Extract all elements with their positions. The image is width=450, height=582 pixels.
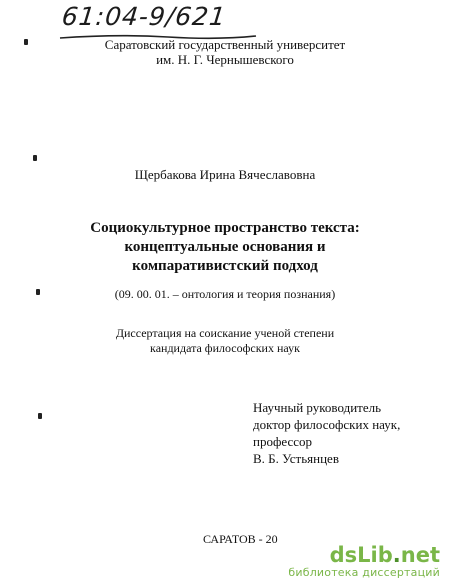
degree-statement [0,326,450,356]
university-name: Саратовский государственный университет [104,37,346,52]
city-year: САРАТОВ - 20 [203,532,278,546]
watermark-subtitle: библиотека диссертаций [288,566,440,579]
dslib-watermark [288,544,440,579]
specialty-code: (09. 00. 01. – онтология и теория познания) [114,287,336,301]
scan-mark [33,155,37,161]
degree-line: кандидата философских наук [150,341,300,355]
supervisor-block [253,399,400,467]
title-line: Социокультурное пространство текста: [90,220,360,236]
supervisor-line: профессор [253,434,313,449]
university-named-after: им. Н. Г. Чернышевского [156,52,294,67]
scan-mark [38,413,42,419]
watermark-logo: dsLib.net [329,543,440,567]
supervisor-line: В. Б. Устьянцев [253,451,339,466]
author-name: Щербакова Ирина Вячеславовна [134,167,316,182]
dissertation-title [0,219,450,276]
supervisor-line: Научный руководитель [253,400,382,415]
supervisor-line: доктор философских наук, [253,417,401,432]
archive-number-handwritten: 61:04-9/621 [60,2,228,31]
degree-line: Диссертация на соискание ученой степени [115,326,335,340]
title-line: концептуальные основания и [124,239,326,255]
title-line: компаративистский подход [132,258,318,274]
